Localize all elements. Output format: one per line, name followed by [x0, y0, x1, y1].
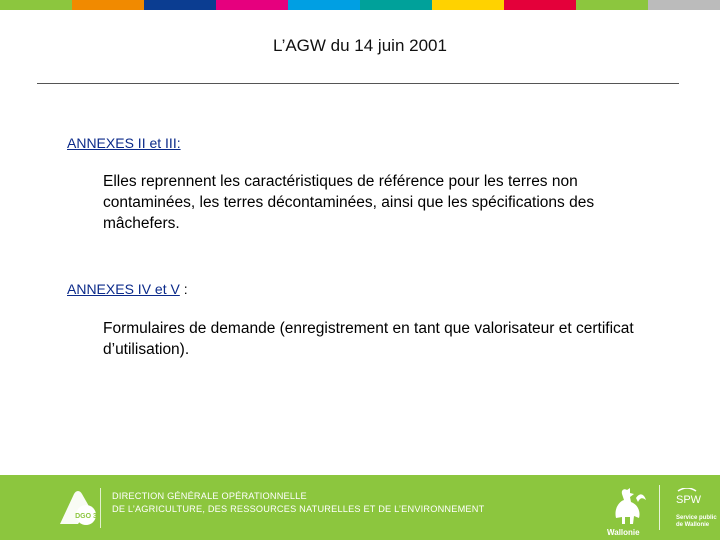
- footer-banner: [0, 475, 720, 540]
- strip-segment: [144, 0, 216, 10]
- slide-title: L’AGW du 14 juin 2001: [273, 36, 447, 55]
- spw-logo-text: SPW: [676, 494, 702, 504]
- spw-subtitle-line-2: de Wallonie: [676, 522, 710, 528]
- footer-divider: [100, 488, 101, 528]
- spw-subtitle-line-1: Service public: [676, 515, 717, 521]
- section-heading-text: ANNEXES IV et V: [67, 281, 180, 297]
- strip-segment: [432, 0, 504, 10]
- footer-line-1: DIRECTION GÉNÉRALE OPÉRATIONNELLE: [112, 491, 307, 501]
- section-body-annexes-2-3: Elles reprennent les caractéristiques de référence pour les terres non contaminées, les terres décontaminées, ainsi que les spécifications des mâchefers.: [103, 173, 595, 232]
- strip-segment: [360, 0, 432, 10]
- strip-segment: [0, 0, 72, 10]
- strip-segment: [576, 0, 648, 10]
- spw-logo: [676, 488, 716, 504]
- section-heading-annexes-2-3: [67, 135, 181, 151]
- dgo3-logo: [56, 488, 104, 528]
- wallonie-label: Wallonie: [607, 528, 640, 537]
- section-heading-annexes-4-5: [67, 281, 188, 297]
- section-body-annexes-4-5: Formulaires de demande (enregistrement en tant que valorisateur et certificat d’utilisation).: [103, 320, 634, 358]
- section-heading-suffix: :: [179, 281, 188, 297]
- header-color-strip: [0, 0, 720, 10]
- strip-segment: [504, 0, 576, 10]
- dgo3-logo-text: DGO 3: [75, 513, 97, 520]
- spw-divider: [659, 485, 660, 530]
- section-heading-text: ANNEXES II et III:: [67, 135, 181, 151]
- strip-segment: [216, 0, 288, 10]
- title-divider: [37, 83, 679, 84]
- strip-segment: [648, 0, 720, 10]
- footer-line-2: DE L’AGRICULTURE, DES RESSOURCES NATURELLES ET DE L’ENVIRONNEMENT: [112, 504, 485, 514]
- wallonie-rooster-icon: [606, 484, 648, 526]
- strip-segment: [72, 0, 144, 10]
- spw-subtitle: [676, 515, 717, 529]
- strip-segment: [288, 0, 360, 10]
